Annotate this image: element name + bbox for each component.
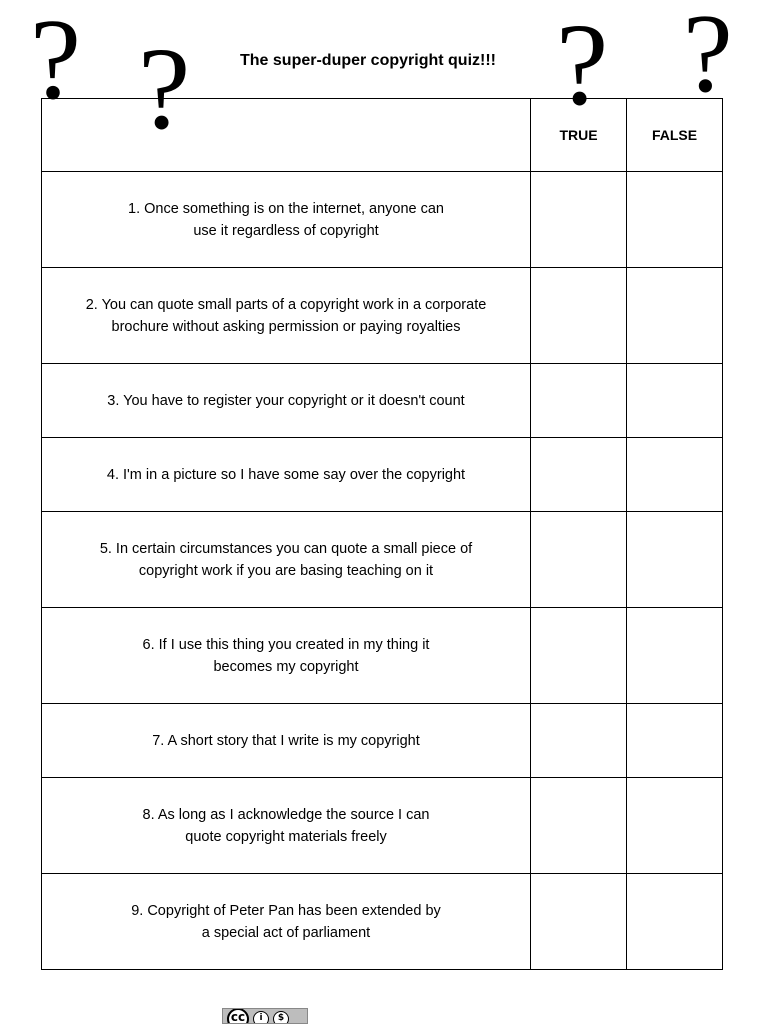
true-answer-cell-8[interactable] <box>531 778 627 874</box>
question-line: 6. If I use this thing you created in my thing it <box>142 636 430 653</box>
quiz-table <box>41 98 723 970</box>
question-text <box>42 172 531 268</box>
true-answer-cell-6[interactable] <box>531 608 627 704</box>
question-line: becomes my copyright <box>213 658 359 675</box>
question-text <box>42 512 531 608</box>
true-answer-cell-7[interactable] <box>531 704 627 778</box>
false-answer-cell-8[interactable] <box>627 778 723 874</box>
question-text <box>42 608 531 704</box>
question-line: 3. You have to register your copyright or it doesn't count <box>107 392 465 409</box>
question-row-6 <box>42 608 723 704</box>
true-answer-cell-9[interactable] <box>531 874 627 970</box>
false-answer-cell-5[interactable] <box>627 512 723 608</box>
question-text <box>42 438 531 512</box>
question-line: 8. As long as I acknowledge the source I can <box>142 806 430 823</box>
question-row-3 <box>42 364 723 438</box>
creative-commons-badge <box>222 1008 308 1024</box>
false-answer-cell-1[interactable] <box>627 172 723 268</box>
question-text <box>42 778 531 874</box>
question-line: a special act of parliament <box>201 924 371 941</box>
question-text <box>42 704 531 778</box>
question-header-cell <box>42 99 531 172</box>
true-answer-cell-2[interactable] <box>531 268 627 364</box>
false-answer-cell-7[interactable] <box>627 704 723 778</box>
quiz-title: The super-duper copyright quiz!!! <box>240 52 496 69</box>
question-text <box>42 364 531 438</box>
false-answer-cell-2[interactable] <box>627 268 723 364</box>
true-answer-cell-1[interactable] <box>531 172 627 268</box>
question-text <box>42 268 531 364</box>
question-row-1 <box>42 172 723 268</box>
question-row-2 <box>42 268 723 364</box>
false-answer-cell-6[interactable] <box>627 608 723 704</box>
question-line: use it regardless of copyright <box>193 222 379 239</box>
question-mark-decoration-3: ? <box>556 0 609 130</box>
nc-icon: $ <box>273 1011 289 1024</box>
question-mark-decoration-2: ? <box>138 23 191 154</box>
true-answer-cell-3[interactable] <box>531 364 627 438</box>
question-line: copyright work if you are basing teaching on it <box>138 562 434 579</box>
question-line: quote copyright materials freely <box>185 828 387 845</box>
question-line: brochure without asking permission or paying royalties <box>111 318 461 335</box>
true-answer-cell-5[interactable] <box>531 512 627 608</box>
question-line: 4. I'm in a picture so I have some say over the copyright <box>106 466 466 483</box>
question-row-5 <box>42 512 723 608</box>
question-line: 7. A short story that I write is my copyright <box>152 732 420 749</box>
false-header: FALSE <box>627 99 723 172</box>
question-mark-decoration-1: ? <box>30 0 82 123</box>
header-row <box>42 99 723 172</box>
question-line: 9. Copyright of Peter Pan has been extended by <box>131 902 441 919</box>
question-row-8 <box>42 778 723 874</box>
false-answer-cell-3[interactable] <box>627 364 723 438</box>
true-header: TRUE <box>531 99 627 172</box>
false-answer-cell-4[interactable] <box>627 438 723 512</box>
question-row-9 <box>42 874 723 970</box>
question-mark-decoration-4: ? <box>683 0 733 116</box>
cc-icon: cc <box>227 1008 249 1024</box>
question-line: 1. Once something is on the internet, anyone can <box>128 200 444 217</box>
question-row-7 <box>42 704 723 778</box>
question-text <box>42 874 531 970</box>
question-line: 5. In certain circumstances you can quote a small piece of <box>99 540 473 557</box>
false-answer-cell-9[interactable] <box>627 874 723 970</box>
true-answer-cell-4[interactable] <box>531 438 627 512</box>
by-icon: i <box>253 1011 269 1024</box>
question-line: 2. You can quote small parts of a copyright work in a corporate <box>85 296 487 313</box>
question-row-4 <box>42 438 723 512</box>
